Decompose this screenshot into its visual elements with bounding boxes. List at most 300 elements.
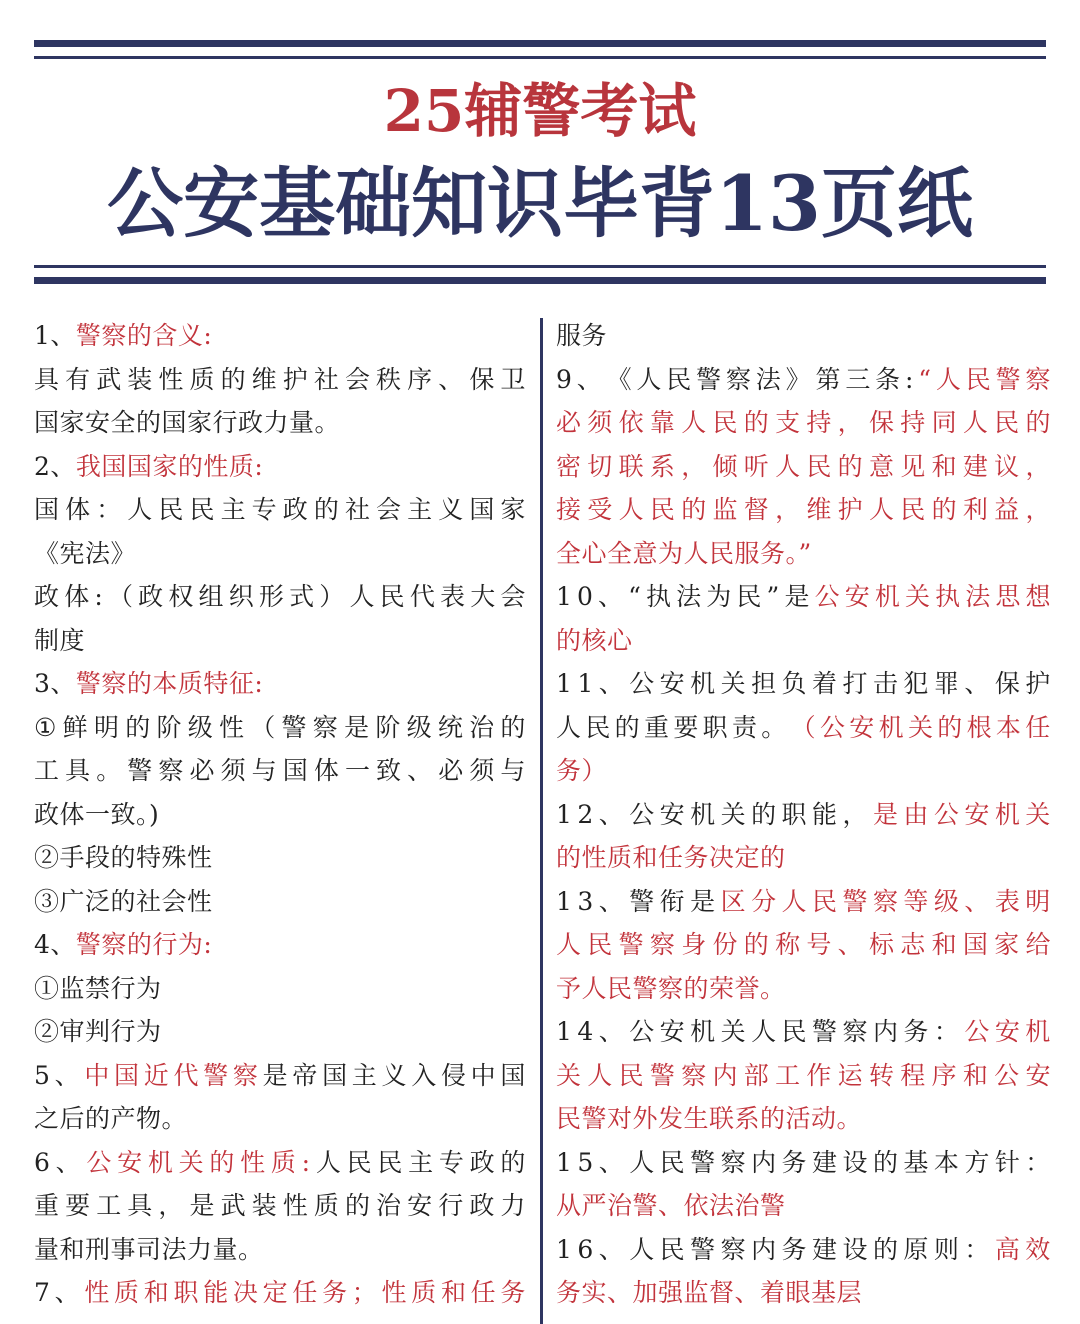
text-glyph: 组 xyxy=(198,582,225,611)
text-glyph: 公 xyxy=(629,1017,655,1046)
text-glyph: 为 xyxy=(706,582,732,611)
text-glyph: 见 xyxy=(900,451,926,481)
text-glyph: 性 xyxy=(381,1278,408,1307)
text-glyph: 依 xyxy=(618,408,645,437)
text-glyph: 法 xyxy=(965,582,991,611)
text-glyph: 机 xyxy=(147,1147,174,1177)
highlight-text: 予人民警察的荣誉。 xyxy=(556,973,786,1003)
highlight-text: 警察的含义: xyxy=(75,321,213,350)
text-glyph: 人 xyxy=(935,364,962,394)
right-text-line xyxy=(556,532,1051,576)
text-glyph: 切 xyxy=(587,451,613,481)
page-title-line1: 25辅警考试 xyxy=(383,77,697,145)
text-glyph: 意 xyxy=(868,451,895,481)
right-text-line xyxy=(556,1271,1051,1315)
text-glyph: 国 xyxy=(500,1060,526,1090)
right-text-line xyxy=(556,793,1051,837)
text-glyph: 政 xyxy=(138,582,164,611)
text-glyph: 具 xyxy=(34,364,60,394)
text-glyph: ： xyxy=(1025,1147,1051,1177)
text-glyph: 人 xyxy=(556,712,582,742)
text-glyph: 性 xyxy=(158,364,184,394)
text-glyph: 是 xyxy=(344,712,370,742)
text-glyph: 益 xyxy=(994,495,1020,524)
text-glyph: 运 xyxy=(837,1060,864,1090)
text-glyph: 式 xyxy=(289,582,315,611)
text-glyph: 和 xyxy=(962,1060,989,1090)
text-glyph: 监 xyxy=(712,495,738,524)
text-glyph: 警 xyxy=(690,1147,716,1177)
text-glyph: 性 xyxy=(240,1147,266,1177)
text-glyph: 效 xyxy=(1025,1234,1051,1264)
text-glyph: （ xyxy=(250,712,276,742)
text-glyph: 代 xyxy=(409,582,436,611)
body-text: 制度 xyxy=(34,625,86,655)
text-glyph: 大 xyxy=(470,582,496,611)
text-glyph: 三 xyxy=(845,364,871,394)
text-glyph: 的 xyxy=(837,451,864,481)
right-text-line xyxy=(556,967,1051,1011)
text-glyph: 明 xyxy=(1025,886,1051,916)
left-text-line xyxy=(34,662,526,706)
text-glyph: 须 xyxy=(587,408,613,437)
body-text: ②审判行为 xyxy=(34,1017,162,1046)
text-glyph: 统 xyxy=(437,712,464,742)
text-glyph: 、 xyxy=(598,1234,625,1264)
text-glyph: 的 xyxy=(743,408,770,437)
text-glyph: 秩 xyxy=(376,364,402,394)
text-glyph: 给 xyxy=(1025,930,1051,959)
text-glyph: 维 xyxy=(806,495,832,524)
text-glyph: 、 xyxy=(964,886,990,916)
text-glyph: 、 xyxy=(598,1017,625,1046)
text-glyph: 高 xyxy=(994,1234,1021,1264)
text-glyph: 人 xyxy=(587,1060,613,1090)
header-top-rule-thick xyxy=(34,40,1046,47)
right-text-line xyxy=(556,1228,1051,1272)
text-glyph: 与 xyxy=(251,756,278,785)
text-glyph: 民 xyxy=(812,886,838,916)
text-glyph: 法 xyxy=(755,364,782,394)
text-glyph: 务 xyxy=(781,1234,808,1264)
text-glyph: 公 xyxy=(964,1017,990,1046)
text-glyph: 民 xyxy=(158,495,184,524)
text-glyph: 、 xyxy=(598,1147,625,1177)
text-glyph: 主 xyxy=(351,1060,378,1090)
text-glyph: 警 xyxy=(203,1060,229,1090)
text-glyph: ， xyxy=(775,495,801,524)
text-glyph: 务 xyxy=(781,1147,808,1177)
right-text-line xyxy=(556,662,1051,706)
text-glyph: 警 xyxy=(696,364,722,394)
text-glyph: 内 xyxy=(751,1234,777,1264)
text-glyph: 治 xyxy=(376,1191,402,1220)
text-glyph: 民 xyxy=(377,1147,403,1177)
text-glyph: 察 xyxy=(720,1147,747,1177)
text-glyph: 工 xyxy=(775,1060,801,1090)
right-text-line xyxy=(556,1184,1051,1228)
text-glyph: 国 xyxy=(282,756,309,785)
left-text-line xyxy=(34,1228,526,1272)
text-glyph: 的 xyxy=(931,495,958,524)
text-glyph: 人 xyxy=(349,582,375,611)
text-glyph: 的 xyxy=(937,712,963,742)
text-glyph: 体 xyxy=(64,582,90,611)
text-glyph: 国 xyxy=(962,930,989,959)
right-text-line xyxy=(556,1010,1051,1054)
text-glyph: 性 xyxy=(282,1191,309,1220)
text-glyph: 主 xyxy=(408,1147,434,1177)
text-glyph: 的 xyxy=(344,1191,371,1220)
text-glyph: : xyxy=(94,582,104,611)
text-glyph: ， xyxy=(837,408,864,437)
text-glyph: 民 xyxy=(900,495,926,524)
text-glyph: 、 xyxy=(964,669,990,698)
text-glyph: 务 xyxy=(500,1278,526,1307)
text-glyph: 民 xyxy=(618,1060,645,1090)
text-glyph: 1 xyxy=(556,886,573,916)
text-glyph: 持 xyxy=(900,408,926,437)
body-text: 《宪法》 xyxy=(34,538,137,568)
text-glyph: 6 xyxy=(577,1234,594,1264)
text-glyph: 执 xyxy=(935,582,961,611)
text-glyph: 民 xyxy=(379,582,406,611)
text-glyph: 人 xyxy=(781,886,808,916)
text-glyph: 重 xyxy=(34,1191,60,1220)
right-text-line xyxy=(556,619,1051,663)
text-glyph: 倾 xyxy=(712,451,738,481)
text-glyph: 的 xyxy=(220,364,247,394)
right-text-line xyxy=(556,880,1051,924)
text-glyph: 的 xyxy=(614,712,641,742)
highlight-text: 我国国家的性质: xyxy=(75,451,264,481)
text-glyph: “ xyxy=(918,364,932,394)
text-glyph: 、 xyxy=(837,930,864,959)
text-glyph: 1 xyxy=(556,1147,573,1177)
right-text-line xyxy=(556,706,1051,750)
right-text-line xyxy=(556,1141,1051,1185)
text-glyph: 任 xyxy=(1025,712,1051,742)
text-glyph: 会 xyxy=(344,364,371,394)
text-glyph: 明 xyxy=(93,712,120,742)
text-glyph: 装 xyxy=(251,1191,278,1220)
text-glyph: 支 xyxy=(775,408,801,437)
text-glyph: 民 xyxy=(189,495,215,524)
text-glyph: 机 xyxy=(878,712,905,742)
text-glyph: 、 xyxy=(55,1147,82,1177)
text-glyph: 性 xyxy=(219,712,245,742)
text-glyph: 重 xyxy=(643,712,670,742)
text-glyph: 作 xyxy=(806,1060,832,1090)
text-glyph: 民 xyxy=(994,408,1020,437)
text-glyph: 、 xyxy=(407,756,433,785)
text-glyph: 能 xyxy=(812,799,838,829)
text-glyph: 与 xyxy=(500,756,526,785)
text-glyph: 阶 xyxy=(156,712,182,742)
text-glyph: ； xyxy=(351,1278,378,1307)
highlight-text: 的核心 xyxy=(556,625,633,655)
text-glyph: 建 xyxy=(962,451,989,481)
text-glyph: 序 xyxy=(407,364,433,394)
text-glyph: 2 xyxy=(577,799,594,829)
text-glyph: 击 xyxy=(872,669,899,698)
left-text-line xyxy=(34,401,526,445)
text-glyph: 国 xyxy=(34,495,60,524)
text-glyph: 侵 xyxy=(440,1060,467,1090)
text-glyph: 关 xyxy=(904,582,931,611)
text-glyph: 5 xyxy=(577,1147,594,1177)
text-glyph: 责 xyxy=(731,712,758,742)
left-text-line xyxy=(34,1141,526,1185)
text-glyph: 身 xyxy=(681,930,707,959)
text-glyph: 、 xyxy=(598,799,625,829)
text-glyph: 警 xyxy=(649,1060,676,1090)
text-glyph: 保 xyxy=(994,669,1021,698)
text-glyph: 警 xyxy=(618,930,645,959)
text-glyph: 和 xyxy=(931,930,958,959)
text-glyph: 的 xyxy=(209,1147,235,1177)
text-glyph: 要 xyxy=(65,1191,91,1220)
text-glyph: 警 xyxy=(995,364,1022,394)
text-glyph: 1 xyxy=(556,582,573,611)
text-glyph: 政 xyxy=(469,1191,495,1220)
text-glyph: 内 xyxy=(751,1147,777,1177)
text-glyph: 体 xyxy=(65,495,91,524)
text-glyph: 武 xyxy=(220,1191,247,1220)
text-glyph: 安 xyxy=(659,669,686,698)
text-glyph: 护 xyxy=(282,364,309,394)
text-glyph: 警 xyxy=(127,756,153,785)
body-text: 1、 xyxy=(34,321,76,350)
text-glyph: 民 xyxy=(806,451,832,481)
text-glyph: 国 xyxy=(469,495,495,524)
body-text: 4、 xyxy=(34,930,76,959)
text-glyph: 民 xyxy=(346,1147,373,1177)
text-glyph: 中 xyxy=(84,1060,110,1090)
header-top-rule-thin xyxy=(34,56,1046,59)
text-glyph: 必 xyxy=(556,408,582,437)
left-column xyxy=(34,314,526,1324)
text-glyph: 公 xyxy=(629,799,655,829)
text-glyph: 义 xyxy=(381,1060,408,1090)
text-glyph: 方 xyxy=(964,1147,990,1177)
right-column xyxy=(556,314,1051,1324)
left-text-line xyxy=(34,1010,526,1054)
right-text-line xyxy=(556,836,1051,880)
text-glyph: 质 xyxy=(411,1278,437,1307)
text-glyph: 安 xyxy=(1025,1060,1051,1090)
text-glyph: 份 xyxy=(712,930,738,959)
text-glyph: 定 xyxy=(262,1278,289,1307)
text-glyph: 机 xyxy=(1025,1017,1051,1046)
text-glyph: 公 xyxy=(629,669,655,698)
text-glyph: 警 xyxy=(812,1017,838,1046)
text-glyph: 察 xyxy=(312,712,339,742)
text-glyph: 关 xyxy=(720,799,747,829)
text-glyph: 0 xyxy=(577,582,594,611)
text-glyph: 程 xyxy=(900,1060,926,1090)
text-glyph: 公 xyxy=(86,1147,112,1177)
text-glyph: 、 xyxy=(598,669,625,698)
body-text: 政体一致。) xyxy=(34,799,160,829)
text-glyph: 工 xyxy=(96,1191,122,1220)
header-bottom-rule-thick xyxy=(34,277,1046,284)
text-glyph: 决 xyxy=(232,1278,259,1307)
text-glyph: 民 xyxy=(659,1234,686,1264)
text-glyph: 罪 xyxy=(933,669,960,698)
text-glyph: 是 xyxy=(872,799,899,829)
text-glyph: 人 xyxy=(681,408,707,437)
text-glyph: 民 xyxy=(585,712,611,742)
text-glyph: ① xyxy=(34,712,57,742)
left-text-line xyxy=(34,880,526,924)
text-glyph: 法 xyxy=(676,582,702,611)
text-glyph: 察 xyxy=(649,930,676,959)
text-glyph: 级 xyxy=(406,712,433,742)
text-glyph: 人 xyxy=(868,495,895,524)
text-glyph: 1 xyxy=(577,669,594,698)
text-glyph: 一 xyxy=(344,756,371,785)
text-glyph: （ xyxy=(790,712,817,742)
text-glyph: 安 xyxy=(407,1191,433,1220)
text-glyph: 人 xyxy=(127,495,153,524)
text-glyph: 家 xyxy=(500,495,526,524)
text-glyph: 政 xyxy=(282,495,309,524)
text-glyph: 具 xyxy=(127,1191,153,1220)
text-glyph: 督 xyxy=(743,495,770,524)
text-glyph: 政 xyxy=(34,582,60,611)
text-glyph: 会 xyxy=(500,582,526,611)
text-glyph: 力 xyxy=(500,1191,526,1220)
text-glyph: 表 xyxy=(994,886,1021,916)
text-glyph: 设 xyxy=(842,1147,868,1177)
text-glyph: 关 xyxy=(720,669,747,698)
left-text-line xyxy=(34,1097,526,1141)
text-glyph: 持 xyxy=(806,408,832,437)
text-glyph: 的 xyxy=(872,1147,899,1177)
text-glyph: 机 xyxy=(690,799,716,829)
right-text-line xyxy=(556,749,1051,793)
body-text: 3、 xyxy=(34,669,76,698)
text-glyph: 的 xyxy=(500,1147,526,1177)
left-text-line xyxy=(34,1054,526,1098)
text-glyph: 必 xyxy=(189,756,215,785)
highlight-text: 的性质和任务决定的 xyxy=(556,843,786,872)
text-glyph: 公 xyxy=(994,1060,1020,1090)
text-glyph: ： xyxy=(933,1017,960,1046)
text-glyph: 标 xyxy=(868,930,895,959)
text-glyph: 的 xyxy=(751,799,777,829)
body-text: 国家安全的国家行政力量。 xyxy=(34,408,341,437)
text-glyph: 区 xyxy=(720,886,747,916)
text-glyph: 关 xyxy=(720,1017,747,1046)
text-glyph: 民 xyxy=(649,495,676,524)
text-glyph: 质 xyxy=(270,1147,297,1177)
text-glyph: 专 xyxy=(251,495,278,524)
text-glyph: 9 xyxy=(556,364,573,394)
text-glyph: 警 xyxy=(690,1234,716,1264)
text-glyph: 民 xyxy=(666,364,692,394)
text-glyph: 察 xyxy=(681,1060,707,1090)
text-glyph: 质 xyxy=(114,1278,140,1307)
text-glyph: 必 xyxy=(438,756,464,785)
text-glyph: “ xyxy=(628,582,642,611)
text-glyph: 的 xyxy=(500,712,526,742)
highlight-text: 务实、加强监督、着眼基层 xyxy=(556,1278,863,1307)
text-glyph: 密 xyxy=(556,451,582,481)
text-glyph: 和 xyxy=(931,451,958,481)
text-glyph: 民 xyxy=(781,1017,808,1046)
text-glyph: 察 xyxy=(1025,364,1051,394)
text-glyph: 维 xyxy=(251,364,278,394)
column-divider xyxy=(540,318,543,1324)
text-glyph: 公 xyxy=(933,799,960,829)
text-glyph: 公 xyxy=(819,712,846,742)
text-glyph: 察 xyxy=(158,756,184,785)
text-glyph: 国 xyxy=(322,1060,348,1090)
text-glyph: 、 xyxy=(54,1278,81,1307)
text-glyph: 察 xyxy=(842,1017,868,1046)
text-glyph: 级 xyxy=(187,712,214,742)
text-glyph: 《 xyxy=(606,364,633,394)
text-glyph: ： xyxy=(964,1234,990,1264)
text-glyph: 察 xyxy=(720,1234,747,1264)
text-glyph: 任 xyxy=(470,1278,497,1307)
text-glyph: 的 xyxy=(1025,408,1051,437)
text-glyph: 人 xyxy=(315,1147,342,1177)
text-glyph: 职 xyxy=(781,799,808,829)
text-glyph: ， xyxy=(842,799,868,829)
text-glyph: 建 xyxy=(812,1234,838,1264)
text-glyph: 关 xyxy=(556,1060,582,1090)
text-glyph: 公 xyxy=(814,582,841,611)
text-glyph: 要 xyxy=(673,712,699,742)
text-glyph: 和 xyxy=(143,1278,170,1307)
text-glyph: 和 xyxy=(440,1278,467,1307)
left-text-line xyxy=(34,706,526,750)
text-glyph: 衔 xyxy=(659,886,686,916)
text-glyph: 听 xyxy=(743,451,770,481)
text-glyph: 1 xyxy=(556,799,573,829)
text-glyph: 转 xyxy=(868,1060,895,1090)
text-glyph: ： xyxy=(96,495,122,524)
text-glyph: 7 xyxy=(34,1278,51,1307)
text-glyph: 的 xyxy=(313,495,340,524)
left-text-line xyxy=(34,1184,526,1228)
header-bottom-rule-thin xyxy=(34,265,1046,268)
text-glyph: 鲜 xyxy=(62,712,89,742)
text-glyph: 、 xyxy=(598,582,624,611)
left-text-line xyxy=(34,967,526,1011)
text-glyph: 形 xyxy=(258,582,285,611)
text-glyph: 安 xyxy=(117,1147,143,1177)
text-glyph: 务 xyxy=(322,1278,348,1307)
text-glyph: 须 xyxy=(220,756,247,785)
highlight-text: 民警对外发生联系的活动。 xyxy=(556,1104,863,1133)
text-glyph: 想 xyxy=(1025,582,1051,611)
body-text: ②手段的特殊性 xyxy=(34,843,213,872)
text-glyph: 本 xyxy=(995,712,1022,742)
text-glyph: 入 xyxy=(411,1060,437,1090)
text-glyph: 人 xyxy=(629,1234,655,1264)
body-text: 量和刑事司法力量。 xyxy=(34,1234,264,1264)
text-glyph: 卫 xyxy=(500,364,526,394)
text-glyph: 行 xyxy=(438,1191,464,1220)
text-glyph: 任 xyxy=(292,1278,318,1307)
text-glyph: 。 xyxy=(96,756,122,785)
text-glyph: 议 xyxy=(994,451,1020,481)
text-glyph: 主 xyxy=(407,495,433,524)
